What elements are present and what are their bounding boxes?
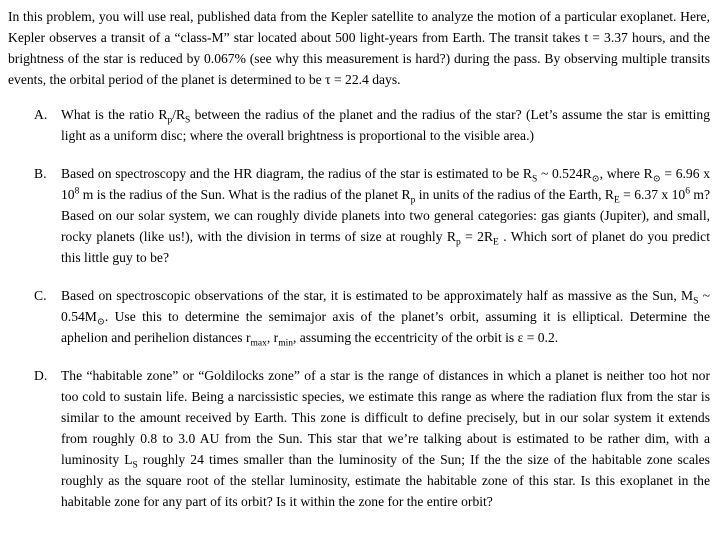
question-a: [8, 104, 710, 146]
question-text: Based on spectroscopic observations of the star, it is estimated to be approximately half as massive as the Sun, $M_S$ ~ $0.54M_⊙$. Use this to determine the semimajor axis of the planet’s orbit, assuming it is elliptical. Determine the aphelion and perihelion distances $r_{max}$, $r_{min}$, assuming the eccentricity of the orbit is ε = 0.2.: [61, 288, 710, 349]
question-text: Based on spectroscopy and the HR diagram, the radius of the star is estimated to be $R_S$ ~ $0.524R_⊙$, where $R_⊙ = 6.96$ x $10^8$ m is the radius of the Sun. What is the radius of the planet $R_p$ in units of the radius of the Earth, $R_E = 6.37$ x $10^6$ m? Based on our solar system, we can roughly divide planets into two general categories: gas giants (Jupiter), and small, rocky planets (like us!), with the division in terms of size at roughly $R_p = 2R_E$ . Which sort of planet do you predict this little guy to be?: [61, 166, 710, 265]
question-letter: B.: [34, 166, 47, 181]
question-c: [8, 285, 710, 348]
question-letter: D.: [34, 368, 48, 383]
question-text: The “habitable zone” or “Goldilocks zone” of a star is the range of distances in which a planet is neither too hot nor too cold to sustain life. Being a narcissistic species, we estimate this range as where the radiation flux from the star is similar to the amount received by Earth. This zone is difficult to define precisely, but in our solar system it extends from roughly 0.8 to 3.0 AU from the Sun. This star that we’re talking about is estimated to be rather dim, with a luminosity $L_S$ roughly 24 times smaller than the luminosity of the Sun; If the the size of the habitable zone scales roughly as the square root of the stellar luminosity, estimate the habitable zone of this star. Is this exoplanet in the habitable zone for any part of its orbit? Is it within the zone for the entire orbit?: [61, 368, 710, 509]
question-letter: C.: [34, 288, 47, 303]
question-d: [8, 365, 710, 512]
problem-intro: In this problem, you will use real, published data from the Kepler satellite to analyze the motion of a particular exoplanet. Here, Kepler observes a transit of a “class-M” star located about 500 light-years from Earth. The transit takes t = 3.37 hours, and the brightness of the star is reduced by 0.067% (see why this measurement is hard?) during the pass. By observing multiple transits events, the orbital period of the planet is determined to be τ = 22.4 days.: [8, 9, 710, 87]
question-list: [8, 104, 710, 512]
question-text: What is the ratio $R_p/R_S$ between the radius of the planet and the radius of the star? (Let’s assume the star is emitting light as a uniform disc; where the overall brightness is proportional to the visible area.): [61, 107, 710, 143]
question-b: [8, 163, 710, 268]
question-letter: A.: [34, 107, 48, 122]
